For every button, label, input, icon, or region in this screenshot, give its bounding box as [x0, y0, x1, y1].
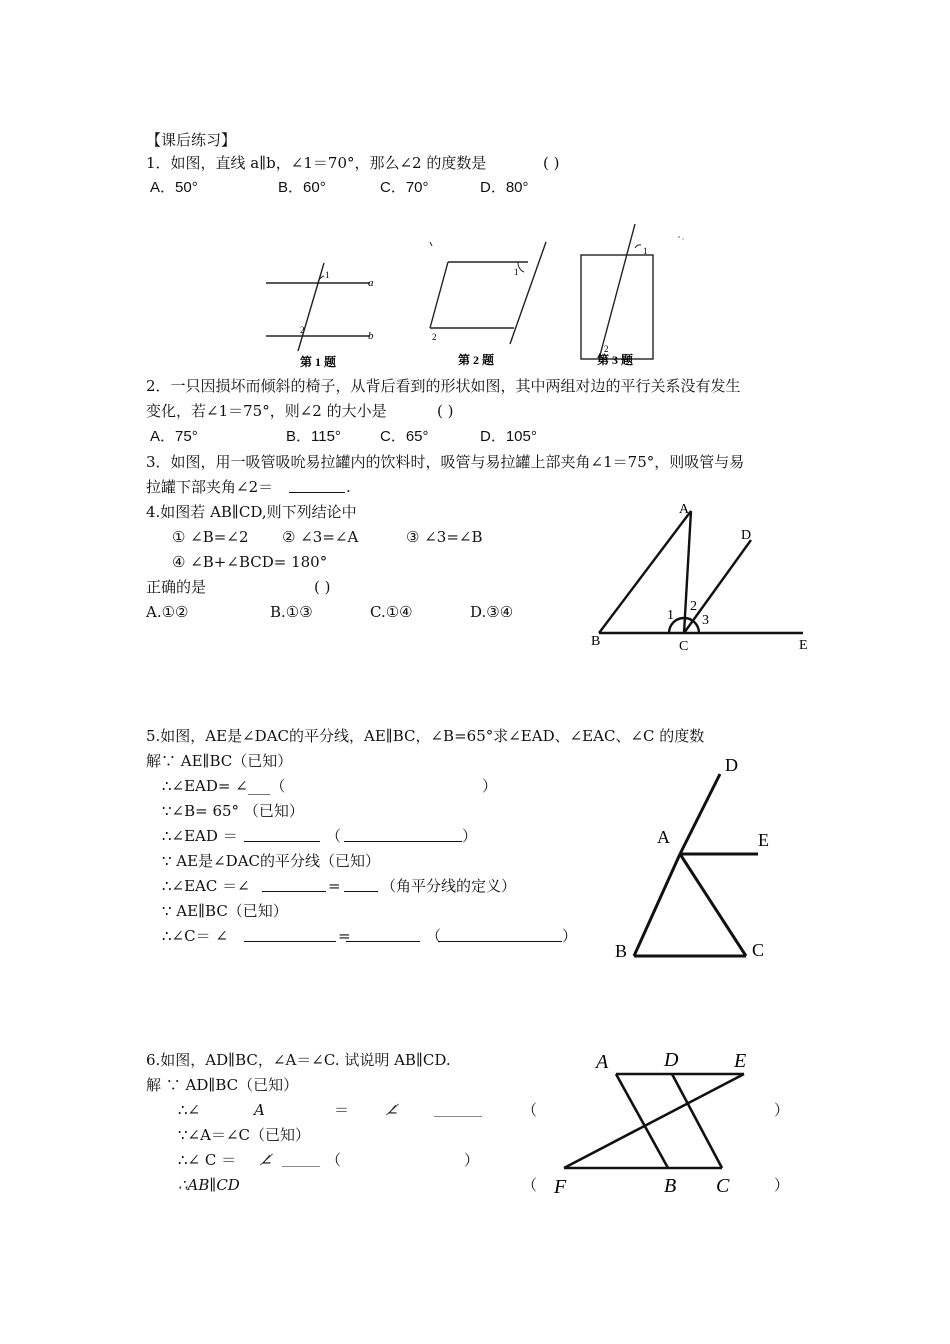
- q5-c-blank[interactable]: [244, 927, 336, 942]
- q6-line2-symbol: ∠̸: [386, 1101, 399, 1119]
- q4-fig-label-3: 3: [702, 613, 709, 628]
- q5-stem: 5.如图，AE是∠DAC的平分线，AE∥BC，∠B=65°求∠EAD、∠EAC、∠C 的度数: [146, 727, 705, 745]
- q5-fig-label-e: E: [758, 830, 769, 850]
- q5-line5: ∵ AE是∠DAC的平分线（已知）: [162, 852, 380, 870]
- q2-line2: 变化，若∠1＝75°，则∠2 的大小是: [146, 402, 387, 420]
- figure-3: [575, 222, 690, 372]
- q1-option-d: D．80°: [480, 179, 529, 196]
- q2-option-b: B．115°: [286, 428, 341, 445]
- q6-line1: 解 ∵ AD∥BC（已知）: [146, 1076, 299, 1094]
- figure-q6: [548, 1040, 768, 1200]
- figure-1: [262, 255, 382, 370]
- q6-fig-label-d: D: [664, 1049, 679, 1071]
- q5-fig-label-a: A: [657, 827, 670, 847]
- section-title: 【课后练习】: [146, 131, 237, 149]
- fig2-label-2: 2: [432, 332, 437, 342]
- q2-option-c: C．65°: [380, 428, 429, 445]
- q5-line6-eq: =: [328, 877, 341, 895]
- q6-line2-close: ）: [774, 1101, 790, 1119]
- q6-line2: ∴∠: [178, 1101, 201, 1119]
- q2-option-a: A．75°: [150, 428, 198, 445]
- q2-answer-paren: ( ): [437, 402, 454, 420]
- fig1-label-1: 1: [325, 270, 330, 280]
- q4-fig-label-c: C: [679, 639, 689, 654]
- q5-line2-close: ）: [482, 777, 498, 795]
- q4-ask: 正确的是: [146, 578, 207, 596]
- q4-fig-label-d: D: [741, 528, 752, 543]
- fig3-label-1: 1: [643, 246, 648, 256]
- q4-option-a: A.①②: [146, 603, 189, 621]
- q5-line3: ∵∠B= 65° （已知）: [162, 802, 304, 820]
- q4-option-d: D.③④: [470, 603, 514, 621]
- q6-line5-close: ）: [774, 1176, 790, 1194]
- q6-line5: ∴AB∥CD: [178, 1176, 240, 1194]
- q4-choice-3: ③ ∠3=∠B: [406, 528, 483, 546]
- q5-line4-open: （: [326, 827, 342, 845]
- q5-fig-label-c: C: [752, 940, 765, 960]
- q6-line4: ∴∠ C ＝: [178, 1151, 237, 1169]
- q1-option-c: C．70°: [380, 179, 429, 196]
- q3-period: .: [346, 478, 351, 496]
- q4-fig-label-2: 2: [690, 599, 697, 614]
- q5-c-value-blank[interactable]: [346, 927, 420, 942]
- q5-line8-close: ）: [562, 927, 578, 945]
- q5-ead-blank[interactable]: [244, 827, 320, 842]
- q5-line6-reason: （角平分线的定义）: [381, 877, 517, 895]
- q4-fig-label-e: E: [799, 638, 808, 653]
- q6-fig-label-f: F: [554, 1176, 567, 1198]
- fig2-label-1: 1: [514, 267, 519, 277]
- q4-choice-4: ④ ∠B+∠BCD= 180°: [172, 553, 328, 571]
- q4-option-c: C.①④: [370, 603, 413, 621]
- q4-option-b: B.①③: [270, 603, 313, 621]
- fig3-caption: 第 3 题: [597, 353, 634, 367]
- q6-fig-label-e: E: [734, 1050, 747, 1072]
- q5-eac-value-blank[interactable]: [344, 877, 378, 892]
- q6-line3: ∵∠A＝∠C（已知）: [178, 1126, 310, 1144]
- q5-fig-label-b: B: [615, 941, 628, 961]
- q6-line4-close: ）: [464, 1151, 480, 1169]
- fig1-label-b: b: [368, 330, 374, 342]
- q6-line4-open: （: [326, 1151, 342, 1169]
- q4-fig-label-1: 1: [667, 608, 674, 623]
- q2-line1: 2．一只因损坏而倾斜的椅子，从背后看到的形状如图，其中两组对边的平行关系没有发生: [146, 377, 741, 395]
- q4-answer-paren: ( ): [314, 578, 331, 596]
- fig1-label-2: 2: [300, 325, 305, 335]
- q5-fig-label-d: D: [725, 755, 738, 775]
- q5-line1: 解∵ AE∥BC（已知）: [146, 752, 293, 770]
- q4-choice-1: ① ∠B=∠2: [172, 528, 249, 546]
- q4-fig-label-a: A: [679, 502, 690, 517]
- q5-line8-open: （: [426, 927, 442, 945]
- q4-choice-2: ② ∠3=∠A: [282, 528, 359, 546]
- fig1-caption: 第 1 题: [300, 355, 337, 369]
- q4-fig-label-b: B: [591, 634, 601, 649]
- figure-q4: [585, 495, 820, 655]
- q1-answer-paren: ( ): [543, 154, 560, 172]
- q1-option-a: A．50°: [150, 179, 198, 196]
- q5-line2: ∴∠EAD= ∠___（: [162, 777, 286, 795]
- q5-ead-reason-blank[interactable]: [344, 827, 462, 842]
- q6-line2-open: （: [522, 1101, 538, 1119]
- q5-line4-close: ）: [462, 827, 478, 845]
- q2-option-d: D．105°: [480, 428, 537, 445]
- q5-line6: ∴∠EAC ＝∠: [162, 877, 250, 895]
- q5-line4: ∴∠EAD ＝: [162, 827, 238, 845]
- q6-line2-blank[interactable]: [434, 1102, 482, 1117]
- fig1-label-a: a: [368, 277, 374, 289]
- q5-eac-blank[interactable]: [262, 877, 326, 892]
- q5-line8-eq: =: [338, 927, 351, 945]
- figure-2: [422, 232, 552, 372]
- fig3-label-2: 2: [604, 344, 609, 354]
- q6-line2-eq: ＝: [334, 1101, 350, 1119]
- q6-line2-a: A: [254, 1101, 265, 1119]
- q4-stem: 4.如图若 AB∥CD,则下列结论中: [146, 503, 357, 521]
- q6-line5-open: （: [522, 1176, 538, 1194]
- q5-line7: ∵ AE∥BC（已知）: [162, 902, 288, 920]
- q3-line1: 3．如图，用一吸管吸吮易拉罐内的饮料时，吸管与易拉罐上部夹角∠1＝75°，则吸管与易: [146, 453, 745, 471]
- q6-fig-label-a: A: [596, 1051, 609, 1073]
- q6-fig-label-c: C: [716, 1175, 730, 1197]
- q6-fig-label-b: B: [664, 1175, 677, 1197]
- q3-answer-blank[interactable]: [289, 478, 345, 493]
- fig2-caption: 第 2 题: [458, 353, 495, 367]
- q5-line8: ∴∠C＝ ∠: [162, 927, 228, 945]
- q6-line4-blank[interactable]: [282, 1152, 320, 1167]
- q5-c-reason-blank[interactable]: [438, 927, 562, 942]
- q1-option-b: B．60°: [278, 179, 326, 196]
- q6-stem: 6.如图，AD∥BC，∠A＝∠C. 试说明 AB∥CD.: [146, 1051, 451, 1069]
- q6-line4-symbol: ∠̸: [260, 1151, 273, 1169]
- figure-q5: [610, 750, 790, 970]
- q1-stem: 1．如图，直线 a∥b，∠1＝70°，那么∠2 的度数是: [146, 154, 487, 172]
- q3-line2: 拉罐下部夹角∠2＝: [146, 478, 274, 496]
